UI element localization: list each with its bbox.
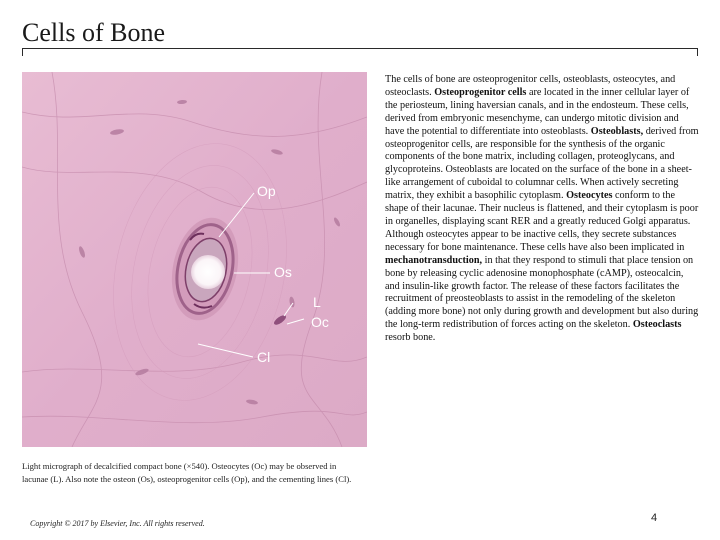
body-paragraph (385, 74, 700, 345)
label-cl: Cl (257, 349, 271, 365)
term-osteocytes: Osteocytes (566, 190, 613, 202)
title-underline-right-tick (697, 48, 698, 56)
text-osteoclasts-desc: resorb bone. (385, 332, 436, 344)
page-number: 4 (651, 512, 658, 524)
haversian-canal (191, 255, 225, 289)
micrograph-image (22, 72, 367, 447)
term-osteoblasts: Osteoblasts, (590, 125, 644, 137)
title-underline (22, 48, 698, 49)
term-mechanotransduction: mechanotransduction, (385, 254, 483, 266)
term-osteoprogenitor-cells: Osteoprogenitor cells (434, 86, 527, 98)
label-l: L (313, 294, 321, 310)
figure-caption: Light micrograph of decalcified compact bone (×540). Osteocytes (Oc) may be observed in lacunae (L). Also note the osteon (Os), osteoprogenitor cells (Op), and the cementing lines (Cl). (22, 461, 352, 484)
text-mechanotransduction-desc: in that they respond to stimuli that place tension on bone by releasing cyclic adenosine monophosphate (cAMP), osteocalcin, and insulin-like growth factor. The release of these factors facilitates the recruitment of preosteoblasts to assist in the remodeling of the skeleton (adding more bone) not only during growth and development but also during the long-term redistribution of forces acting on the skeleton. (385, 254, 699, 331)
text-osteocytes-desc: conform to the shape of their lacunae. Their nucleus is flattened, and their cytoplasm is poor in organelles, displaying scant RER and a greatly reduced Golgi apparatus. Although osteocytes appear to be inactive cells, they secrete substances necessary for bone maintenance. These cells have also been implicated in (385, 190, 699, 253)
copyright-notice: Copyright © 2017 by Elsevier, Inc. All rights reserved. (30, 519, 205, 528)
text-osteoblasts-desc: derived from osteoprogenitor cells, are responsible for the synthesis of the organic components of the bone matrix, including collagen, proteoglycans, and glycoproteins. Osteoblasts are located on the surface of the bone in a sheet-like arrangement of cuboidal to columnar cells. When actively secreting matrix, they exhibit a basophilic cytoplasm. (385, 125, 699, 202)
label-op: Op (257, 183, 276, 199)
slide-title: Cells of Bone (22, 18, 165, 47)
text-intro: The cells of bone are osteoprogenitor cells, osteoblasts, osteocytes, and osteoclasts. (385, 74, 676, 98)
term-osteoclasts: Osteoclasts (632, 319, 682, 331)
label-oc: Oc (311, 314, 329, 330)
label-os: Os (274, 264, 292, 280)
text-osteoprogenitor-desc: are located in the inner cellular layer of the periosteum, lining haversian canals, and in the endosteum. These cells, derived from embryonic mesenchyme, can undergo mitotic division and have the potential to differentiate into osteoblasts. (385, 86, 690, 137)
bone-micrograph (22, 72, 367, 447)
title-underline-left-tick (22, 48, 23, 56)
